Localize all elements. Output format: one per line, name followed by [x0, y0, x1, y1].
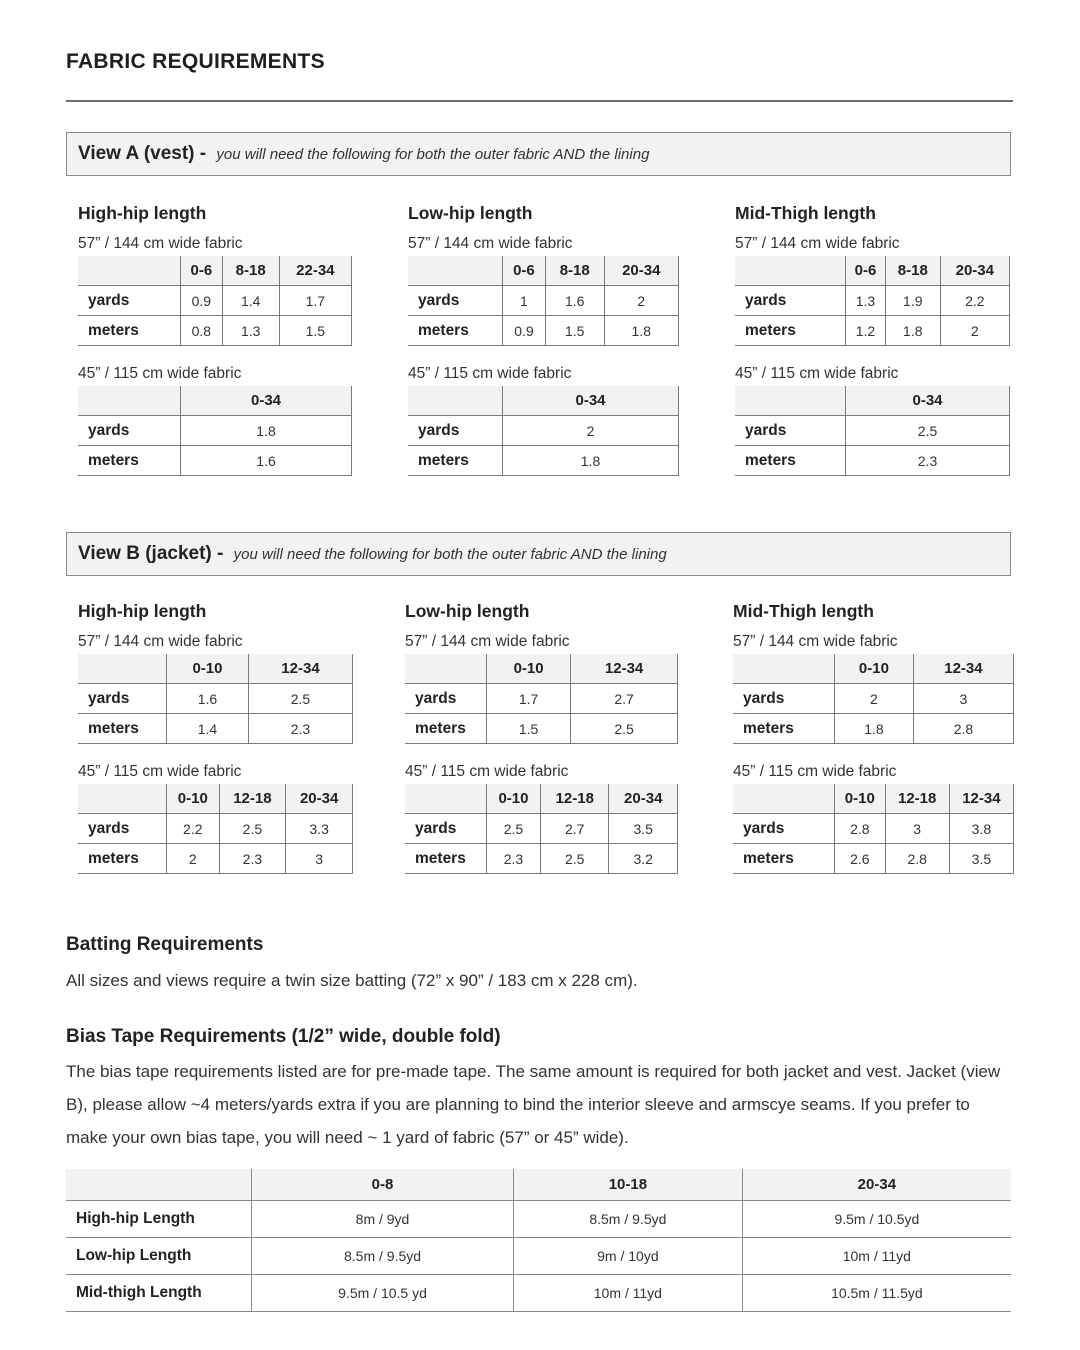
- amount-cell: 2.2: [167, 814, 220, 844]
- size-header: 0-6: [181, 256, 223, 286]
- size-header-row: [78, 386, 352, 416]
- amount-cell: 3.8: [949, 814, 1013, 844]
- unit-label: yards: [78, 286, 181, 316]
- view-a-note: you will need the following for both the outer fabric AND the lining: [216, 145, 650, 163]
- length-heading: Low-hip length: [408, 203, 533, 223]
- table-row: [78, 286, 352, 316]
- view-b-title: View B (jacket) -: [78, 543, 229, 564]
- amount-cell: 2.8: [885, 844, 949, 874]
- bias-size-header: 10-18: [514, 1169, 743, 1201]
- amount-cell: 2: [503, 416, 679, 446]
- amount-cell: 3.5: [609, 814, 678, 844]
- size-header-row: [735, 256, 1010, 286]
- size-header-row: [733, 784, 1014, 814]
- size-header-row: [78, 654, 353, 684]
- size-header: 12-34: [949, 784, 1013, 814]
- bias-corner-cell: [66, 1169, 252, 1201]
- unit-label: yards: [78, 684, 167, 714]
- amount-cell: 1.6: [545, 286, 604, 316]
- unit-label: yards: [408, 416, 503, 446]
- table-row: [78, 714, 353, 744]
- table-row: [405, 714, 678, 744]
- fabric-table: [735, 386, 1010, 476]
- corner-cell: [735, 256, 846, 286]
- amount-cell: 1.6: [167, 684, 249, 714]
- batting-heading: Batting Requirements: [66, 934, 264, 955]
- fabric-table: [78, 386, 352, 476]
- corner-cell: [735, 386, 846, 416]
- bias-row-label: High-hip Length: [66, 1201, 252, 1238]
- amount-cell: 2.5: [846, 416, 1010, 446]
- corner-cell: [78, 784, 167, 814]
- corner-cell: [733, 784, 835, 814]
- unit-label: yards: [735, 416, 846, 446]
- amount-cell: 2.8: [835, 814, 886, 844]
- amount-cell: 1.7: [487, 684, 571, 714]
- amount-cell: 1.3: [846, 286, 886, 316]
- unit-label: yards: [733, 684, 835, 714]
- fabric-table: [78, 654, 353, 744]
- fabric-width-label: 45” / 115 cm wide fabric: [733, 763, 897, 780]
- view-b-note: you will need the following for both the outer fabric AND the lining: [233, 545, 667, 563]
- length-heading: Mid-Thigh length: [733, 601, 874, 621]
- amount-cell: 1.8: [835, 714, 914, 744]
- size-header: 12-18: [540, 784, 609, 814]
- unit-label: yards: [735, 286, 846, 316]
- amount-cell: 2: [167, 844, 220, 874]
- size-header: 8-18: [222, 256, 279, 286]
- bias-tape-table: [66, 1169, 1011, 1312]
- size-header-row: [405, 654, 678, 684]
- unit-label: meters: [78, 714, 167, 744]
- length-column: [408, 200, 679, 476]
- unit-label: meters: [78, 316, 181, 346]
- amount-cell: 2.8: [913, 714, 1013, 744]
- amount-cell: 3.5: [949, 844, 1013, 874]
- table-row: [733, 844, 1014, 874]
- fabric-width-label: 45” / 115 cm wide fabric: [408, 365, 572, 382]
- table-row: [405, 814, 678, 844]
- unit-label: meters: [78, 446, 181, 476]
- amount-cell: 1.9: [885, 286, 940, 316]
- view-b-banner: [66, 532, 1011, 576]
- bias-text: The bias tape requirements listed are for pre-made tape. The same amount is required for both jacket and vest. Jacket (view B), please allow ~4 meters/yards extra if you are planning to bind the interior sleeve and armscye seams. If you prefer to make your own bias tape, you will need ~ 1 yard of fabric (57” or 45” wide).: [66, 1062, 1001, 1147]
- bias-cell: 9m / 10yd: [514, 1238, 743, 1275]
- size-header: 0-34: [846, 386, 1010, 416]
- unit-label: meters: [733, 714, 835, 744]
- table-row: [66, 1201, 1011, 1238]
- amount-cell: 1.7: [279, 286, 351, 316]
- table-row: [78, 684, 353, 714]
- batting-text: All sizes and views require a twin size batting (72” x 90” / 183 cm x 228 cm).: [66, 971, 638, 990]
- size-header: 20-34: [940, 256, 1009, 286]
- size-header: 12-34: [248, 654, 352, 684]
- fabric-table: [733, 784, 1014, 874]
- amount-cell: 2: [940, 316, 1009, 346]
- amount-cell: 1.8: [181, 416, 352, 446]
- length-column: [733, 598, 1014, 874]
- fabric-width-label: 57” / 144 cm wide fabric: [735, 235, 900, 252]
- table-row: [78, 416, 352, 446]
- table-row: [408, 316, 679, 346]
- unit-label: meters: [735, 446, 846, 476]
- amount-cell: 2.5: [540, 844, 609, 874]
- size-header: 0-10: [835, 784, 886, 814]
- size-header: 12-34: [571, 654, 678, 684]
- corner-cell: [78, 654, 167, 684]
- fabric-width-label: 57” / 144 cm wide fabric: [408, 235, 573, 252]
- unit-label: meters: [405, 844, 487, 874]
- amount-cell: 0.9: [181, 286, 223, 316]
- amount-cell: 1.5: [487, 714, 571, 744]
- amount-cell: 2.3: [248, 714, 352, 744]
- size-header: 22-34: [279, 256, 351, 286]
- bias-row-label: Low-hip Length: [66, 1238, 252, 1275]
- unit-label: meters: [408, 316, 503, 346]
- title-divider: [66, 100, 1013, 102]
- fabric-table: [408, 256, 679, 346]
- fabric-table: [733, 654, 1014, 744]
- amount-cell: 2.5: [571, 714, 678, 744]
- amount-cell: 1.8: [503, 446, 679, 476]
- size-header: 0-10: [835, 654, 914, 684]
- corner-cell: [405, 784, 487, 814]
- unit-label: meters: [408, 446, 503, 476]
- length-heading: High-hip length: [78, 203, 207, 223]
- amount-cell: 1.4: [167, 714, 249, 744]
- page-title: FABRIC REQUIREMENTS: [66, 50, 325, 73]
- unit-label: meters: [78, 844, 167, 874]
- length-heading: Mid-Thigh length: [735, 203, 876, 223]
- amount-cell: 0.9: [503, 316, 546, 346]
- bias-header-row: [66, 1169, 1011, 1201]
- size-header-row: [408, 256, 679, 286]
- table-row: [78, 316, 352, 346]
- fabric-width-label: 57” / 144 cm wide fabric: [78, 633, 243, 650]
- amount-cell: 2.3: [219, 844, 286, 874]
- bias-size-header: 20-34: [742, 1169, 1011, 1201]
- table-row: [408, 446, 679, 476]
- table-row: [733, 714, 1014, 744]
- length-column: [78, 200, 352, 476]
- bias-row-label: Mid-thigh Length: [66, 1275, 252, 1312]
- table-row: [405, 684, 678, 714]
- table-row: [405, 844, 678, 874]
- bias-cell: 10m / 11yd: [742, 1238, 1011, 1275]
- fabric-width-label: 57” / 144 cm wide fabric: [733, 633, 898, 650]
- size-header: 12-34: [913, 654, 1013, 684]
- size-header: 0-34: [503, 386, 679, 416]
- fabric-width-label: 45” / 115 cm wide fabric: [405, 763, 569, 780]
- bias-cell: 8.5m / 9.5yd: [252, 1238, 514, 1275]
- length-column: [735, 200, 1010, 476]
- fabric-table: [405, 654, 678, 744]
- amount-cell: 2.7: [540, 814, 609, 844]
- size-header: 0-34: [181, 386, 352, 416]
- amount-cell: 3.2: [609, 844, 678, 874]
- table-row: [735, 416, 1010, 446]
- length-column: [405, 598, 678, 874]
- corner-cell: [733, 654, 835, 684]
- fabric-width-label: 45” / 115 cm wide fabric: [735, 365, 899, 382]
- bias-cell: 10m / 11yd: [514, 1275, 743, 1312]
- amount-cell: 1.8: [604, 316, 678, 346]
- size-header: 0-6: [503, 256, 546, 286]
- bias-cell: 8m / 9yd: [252, 1201, 514, 1238]
- size-header: 8-18: [885, 256, 940, 286]
- unit-label: yards: [78, 814, 167, 844]
- table-row: [733, 814, 1014, 844]
- amount-cell: 1.5: [545, 316, 604, 346]
- bias-heading: Bias Tape Requirements (1/2” wide, double fold): [66, 1026, 501, 1047]
- length-column: [78, 598, 353, 874]
- unit-label: yards: [408, 286, 503, 316]
- size-header-row: [405, 784, 678, 814]
- fabric-table: [78, 256, 352, 346]
- fabric-table: [408, 386, 679, 476]
- size-header-row: [735, 386, 1010, 416]
- amount-cell: 1.2: [846, 316, 886, 346]
- table-row: [733, 684, 1014, 714]
- size-header: 8-18: [545, 256, 604, 286]
- amount-cell: 2.5: [219, 814, 286, 844]
- fabric-width-label: 57” / 144 cm wide fabric: [405, 633, 570, 650]
- amount-cell: 3: [885, 814, 949, 844]
- corner-cell: [408, 256, 503, 286]
- size-header-row: [78, 784, 353, 814]
- length-heading: Low-hip length: [405, 601, 530, 621]
- amount-cell: 2.6: [835, 844, 886, 874]
- amount-cell: 1.8: [885, 316, 940, 346]
- size-header: 0-10: [167, 654, 249, 684]
- table-row: [735, 286, 1010, 316]
- corner-cell: [78, 256, 181, 286]
- unit-label: yards: [405, 814, 487, 844]
- table-row: [78, 814, 353, 844]
- corner-cell: [78, 386, 181, 416]
- amount-cell: 2.5: [248, 684, 352, 714]
- amount-cell: 2.5: [487, 814, 541, 844]
- table-row: [408, 416, 679, 446]
- amount-cell: 2: [604, 286, 678, 316]
- amount-cell: 3.3: [286, 814, 353, 844]
- table-row: [735, 316, 1010, 346]
- table-row: [408, 286, 679, 316]
- amount-cell: 1.5: [279, 316, 351, 346]
- size-header: 0-10: [167, 784, 220, 814]
- fabric-width-label: 45” / 115 cm wide fabric: [78, 365, 242, 382]
- fabric-table: [78, 784, 353, 874]
- table-row: [78, 844, 353, 874]
- unit-label: yards: [78, 416, 181, 446]
- amount-cell: 0.8: [181, 316, 223, 346]
- size-header-row: [733, 654, 1014, 684]
- bias-cell: 9.5m / 10.5 yd: [252, 1275, 514, 1312]
- fabric-table: [735, 256, 1010, 346]
- table-row: [66, 1275, 1011, 1312]
- fabric-width-label: 57” / 144 cm wide fabric: [78, 235, 243, 252]
- unit-label: meters: [405, 714, 487, 744]
- size-header: 12-18: [885, 784, 949, 814]
- bias-cell: 8.5m / 9.5yd: [514, 1201, 743, 1238]
- bias-cell: 9.5m / 10.5yd: [742, 1201, 1011, 1238]
- amount-cell: 1.3: [222, 316, 279, 346]
- amount-cell: 1.4: [222, 286, 279, 316]
- fabric-table: [405, 784, 678, 874]
- size-header-row: [408, 386, 679, 416]
- amount-cell: 1.6: [181, 446, 352, 476]
- amount-cell: 2.2: [940, 286, 1009, 316]
- corner-cell: [405, 654, 487, 684]
- size-header: 20-34: [609, 784, 678, 814]
- table-row: [66, 1238, 1011, 1275]
- size-header: 0-6: [846, 256, 886, 286]
- amount-cell: 3: [913, 684, 1013, 714]
- unit-label: meters: [735, 316, 846, 346]
- view-a-banner: [66, 132, 1011, 176]
- amount-cell: 1: [503, 286, 546, 316]
- length-heading: High-hip length: [78, 601, 207, 621]
- bias-size-header: 0-8: [252, 1169, 514, 1201]
- bias-cell: 10.5m / 11.5yd: [742, 1275, 1011, 1312]
- amount-cell: 3: [286, 844, 353, 874]
- size-header: 0-10: [487, 654, 571, 684]
- size-header: 12-18: [219, 784, 286, 814]
- unit-label: yards: [733, 814, 835, 844]
- size-header: 20-34: [286, 784, 353, 814]
- amount-cell: 2: [835, 684, 914, 714]
- amount-cell: 2.3: [487, 844, 541, 874]
- fabric-width-label: 45” / 115 cm wide fabric: [78, 763, 242, 780]
- table-row: [735, 446, 1010, 476]
- size-header: 20-34: [604, 256, 678, 286]
- table-row: [78, 446, 352, 476]
- size-header: 0-10: [487, 784, 541, 814]
- unit-label: yards: [405, 684, 487, 714]
- size-header-row: [78, 256, 352, 286]
- unit-label: meters: [733, 844, 835, 874]
- corner-cell: [408, 386, 503, 416]
- amount-cell: 2.7: [571, 684, 678, 714]
- amount-cell: 2.3: [846, 446, 1010, 476]
- view-a-title: View A (vest) -: [78, 143, 212, 164]
